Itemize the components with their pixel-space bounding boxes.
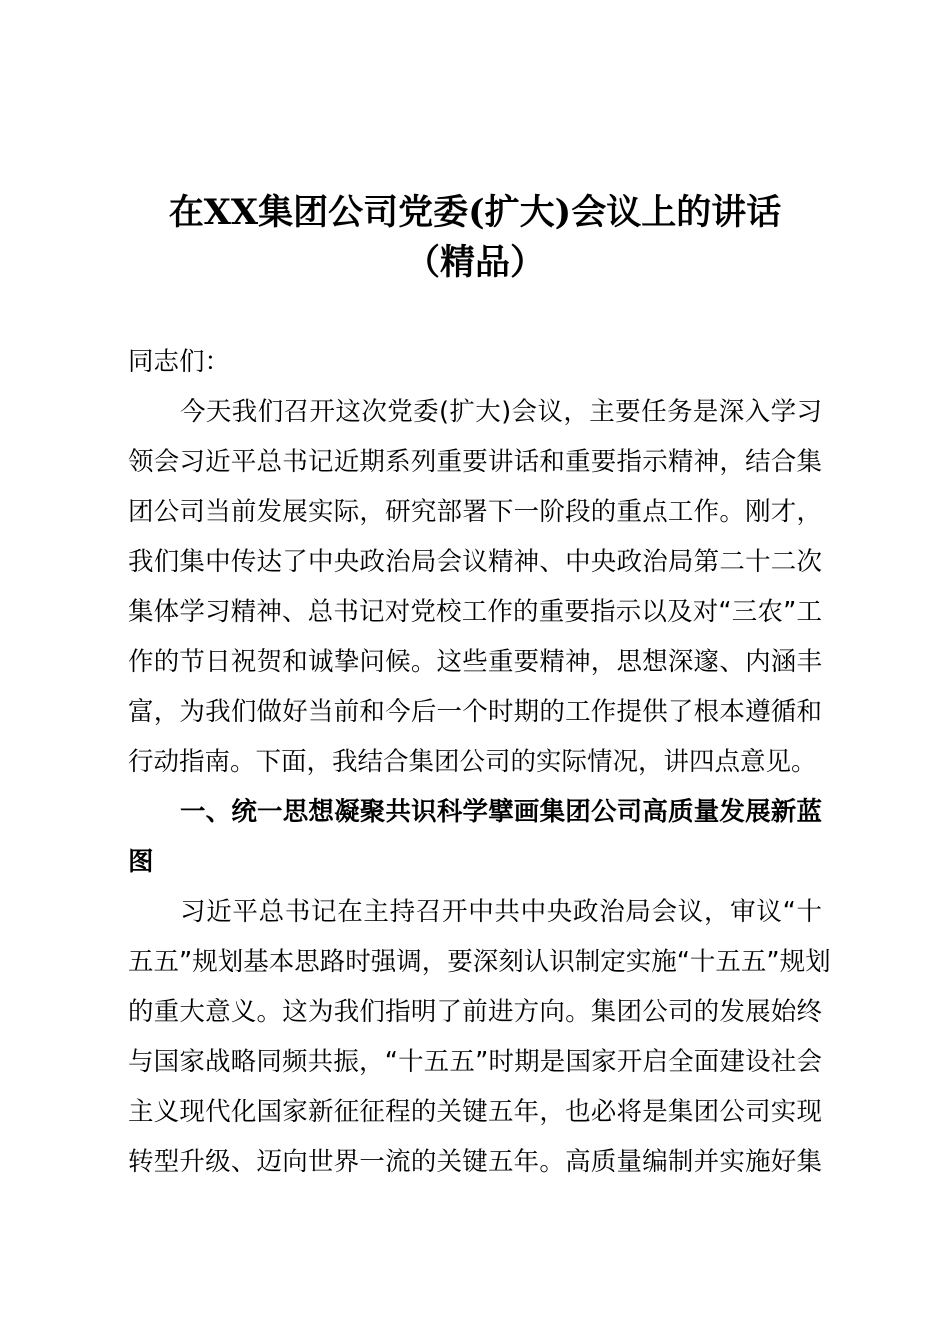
paragraph-line: 的重大意义。这为我们指明了前进方向。集团公司的发展始终 (128, 997, 822, 1027)
paragraph-line: 我们集中传达了中央政治局会议精神、中央政治局第二十二次 (128, 547, 822, 577)
section-heading: 图 (128, 847, 154, 877)
paragraph-line: 集体学习精神、总书记对党校工作的重要指示以及对“三农”工 (128, 597, 822, 627)
document-title-suffix: （精品） (404, 242, 545, 283)
document-body (128, 337, 831, 1187)
paragraph-line: 与国家战略同频共振，“十五五”时期是国家开启全面建设社会 (128, 1047, 822, 1077)
paragraph-line: 今天我们召开这次党委(扩大)会议，主要任务是深入学习 (180, 397, 822, 427)
paragraph-line: 五五”规划基本思路时强调，要深刻认识制定实施“十五五”规划 (128, 947, 831, 977)
paragraph-line: 主义现代化国家新征征程的关键五年，也必将是集团公司实现 (128, 1097, 822, 1127)
paragraph-line: 领会习近平总书记近期系列重要讲话和重要指示精神，结合集 (128, 447, 822, 477)
section-heading: 一、统一思想凝聚共识科学擘画集团公司高质量发展新蓝 (180, 797, 822, 827)
salutation: 同志们： (128, 347, 231, 377)
paragraph-line: 习近平总书记在主持召开中共中央政治局会议，审议“十 (180, 897, 822, 927)
paragraph-line: 作的节日祝贺和诚挚问候。这些重要精神，思想深邃、内涵丰 (128, 647, 822, 677)
paragraph-line: 富，为我们做好当前和今后一个时期的工作提供了根本遵循和 (128, 697, 822, 727)
paragraph-line: 团公司当前发展实际，研究部署下一阶段的重点工作。刚才， (128, 497, 822, 527)
paragraph-line: 行动指南。下面，我结合集团公司的实际情况，讲四点意见。 (128, 747, 817, 777)
document-title: 在XX集团公司党委(扩大)会议上的讲话 (168, 192, 782, 233)
paragraph-line: 转型升级、迈向世界一流的关键五年。高质量编制并实施好集 (128, 1147, 822, 1177)
